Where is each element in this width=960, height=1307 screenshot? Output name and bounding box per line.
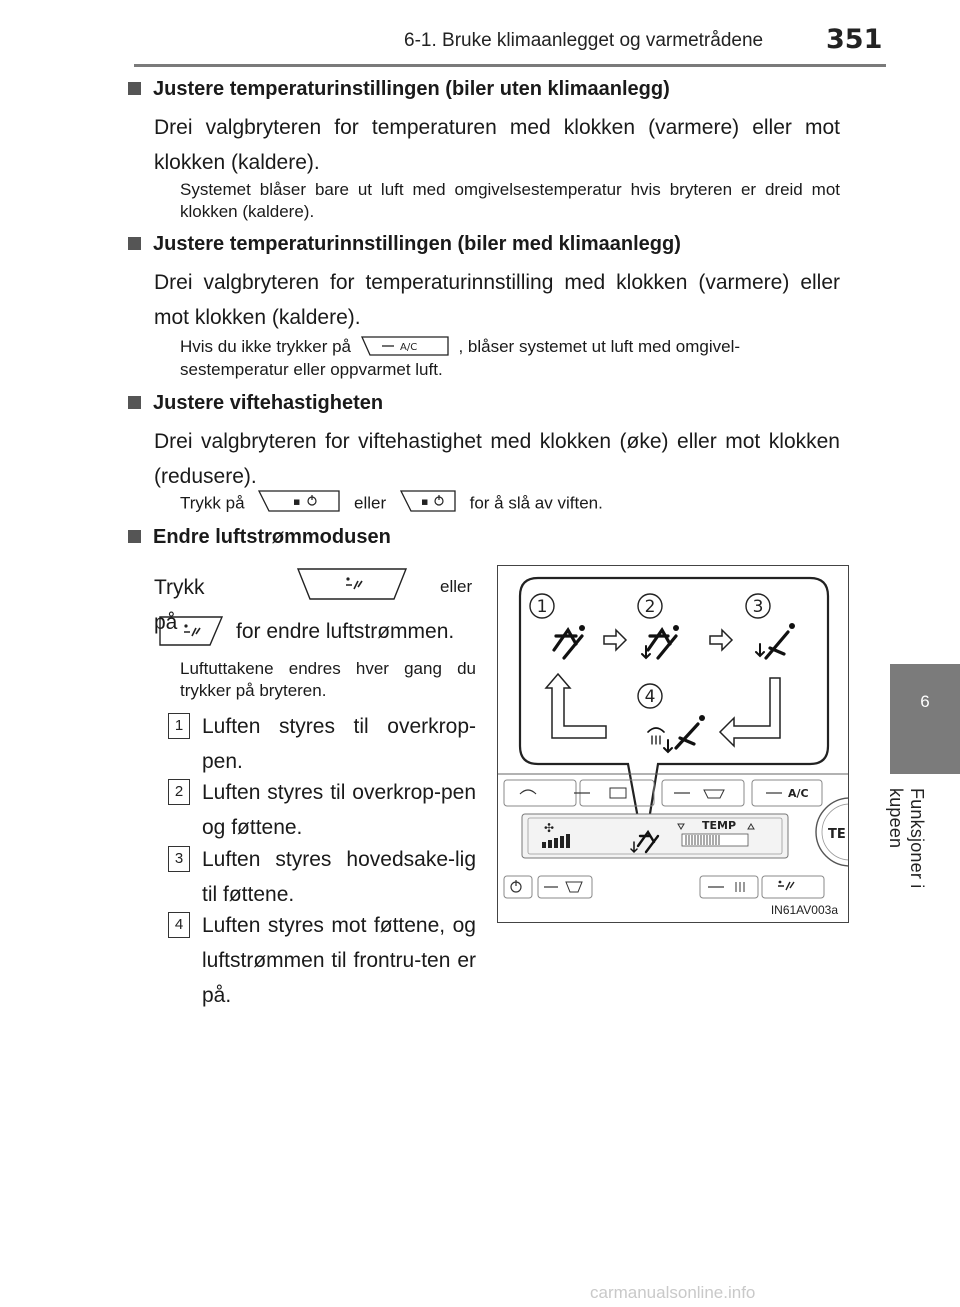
section-note-fan: Trykk på ▪ eller ▪ for å slå av viften.	[180, 492, 603, 516]
mode-number: 3	[752, 597, 764, 617]
mode-number: 2	[644, 597, 656, 617]
airflow-body-start: Trykk på	[154, 576, 205, 634]
ac-button-icon	[360, 335, 450, 357]
airflow-note: Luftuttakene endres hver gang du trykker på bryteren.	[180, 659, 476, 700]
fan-increase-button-icon	[257, 489, 341, 513]
section-note-temp-ac: Hvis du ikke trykker på A/C , blåser systemet ut luft med omgivel-	[180, 336, 740, 359]
section-heading-temp-no-ac: Justere temperaturinstillingen (biler uten klimaanlegg)	[128, 78, 670, 101]
svg-text:A/C: A/C	[399, 341, 417, 353]
section-note-temp-ac-line2: sestemperatur eller oppvarmet luft.	[180, 360, 443, 379]
svg-text:A/C: A/C	[788, 787, 809, 800]
airflow-diagram	[498, 566, 848, 922]
climate-control-panel	[498, 774, 848, 898]
header-rule	[134, 64, 886, 67]
list-item: Luften styres til overkrop-pen.	[202, 715, 476, 773]
chapter-title: 6-1. Bruke klimaanlegget og varmetrådene	[404, 30, 764, 51]
square-bullet-icon	[128, 237, 141, 250]
chapter-label: Funksjoner i kupeen	[886, 788, 927, 889]
airflow-body-or: eller	[440, 577, 473, 596]
section-body-temp-no-ac: Drei valgbryteren for temperaturen med klokken (varmere) eller mot klokken (kaldere).	[154, 116, 840, 174]
section-heading-airflow: Endre luftstrømmodusen	[128, 526, 391, 549]
svg-text:✣: ✣	[544, 821, 555, 835]
list-item: Luften styres til overkrop-pen og føttene.	[202, 781, 476, 839]
figure-code: IN61AV003a	[770, 903, 838, 917]
airflow-body-end: for endre luftstrømmen.	[236, 620, 455, 643]
chapter-number: 6	[920, 692, 930, 711]
list-number: 2	[168, 779, 190, 805]
list-item: Luften styres mot føttene, og luftstrømmen til frontru-ten er på.	[202, 914, 476, 1007]
svg-text:▪: ▪	[420, 495, 429, 508]
square-bullet-icon	[128, 530, 141, 543]
list-number: 3	[168, 846, 190, 872]
section-body-temp-ac: Drei valgbryteren for temperaturinnstilling med klokken (varmere) eller mot klokken (kaldere).	[154, 271, 840, 329]
mode-number: 4	[644, 687, 656, 707]
fan-off-button-icon	[399, 489, 457, 513]
chapter-tab	[890, 664, 960, 774]
svg-text:TE: TE	[828, 827, 846, 842]
list-number: 4	[168, 912, 190, 938]
square-bullet-icon	[128, 396, 141, 409]
section-heading-fan: Justere viftehastigheten	[128, 392, 383, 415]
list-item: Luften styres hovedsake-lig til føttene.	[202, 848, 476, 906]
svg-text:TEMP: TEMP	[702, 819, 737, 832]
page-number: 351	[826, 24, 883, 55]
mode-number: 1	[536, 597, 548, 617]
section-heading-temp-ac: Justere temperaturinnstillingen (biler med klimaanlegg)	[128, 233, 681, 256]
list-number: 1	[168, 713, 190, 739]
section-note-temp-no-ac: Systemet blåser bare ut luft med omgivelsestemperatur hvis bryteren er dreid mot klokken (kaldere).	[180, 180, 840, 221]
mode-button-2-icon	[158, 615, 224, 652]
section-body-fan: Drei valgbryteren for viftehastighet med klokken (øke) eller mot klokken (redusere).	[154, 430, 840, 488]
watermark: carmanualsonline.info	[590, 1283, 756, 1302]
airflow-mode-figure	[497, 565, 849, 923]
mode-button-1-icon	[296, 567, 408, 606]
square-bullet-icon	[128, 82, 141, 95]
svg-text:▪: ▪	[293, 495, 301, 508]
